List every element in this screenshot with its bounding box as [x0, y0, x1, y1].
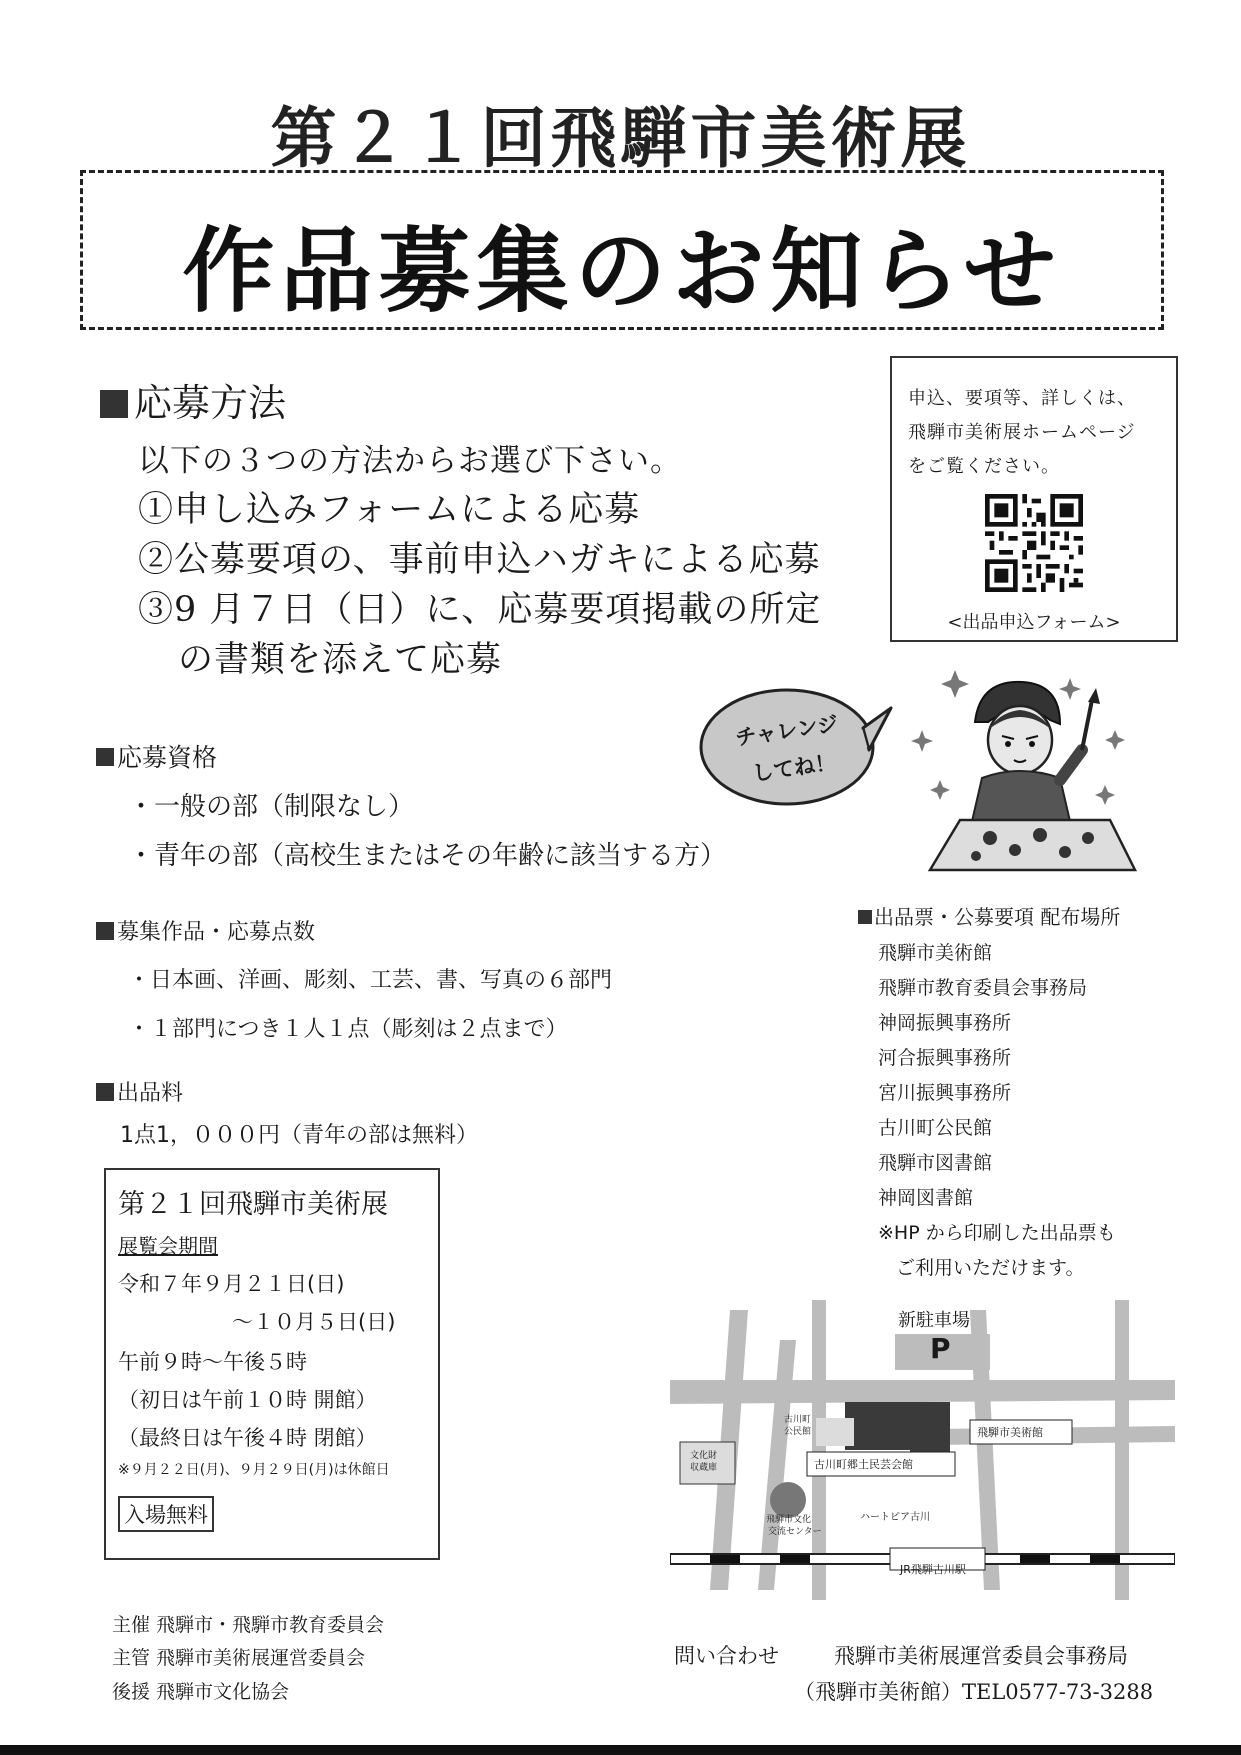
exhibition-date-end: ～１０月５日(日): [232, 1310, 396, 1334]
bullet-square-icon: [858, 910, 872, 924]
method-item-1: ①申し込みフォームによる応募: [138, 490, 641, 530]
inquiry-label: 問い合わせ: [674, 1644, 779, 1668]
method-heading-text: 応募方法: [134, 381, 287, 425]
distribution-place-5: 宮川振興事務所: [878, 1082, 1012, 1104]
distribution-place-8: 神岡図書館: [878, 1187, 974, 1209]
method-intro: 以下の３つの方法からお選び下さい。: [138, 443, 682, 479]
distribution-place-3: 神岡振興事務所: [878, 1012, 1012, 1034]
eligibility-item-2: ・青年の部（高校生またはその年齢に該当する方）: [128, 841, 727, 871]
distribution-place-6: 古川町公民館: [878, 1117, 993, 1139]
page-title: 第２１回飛騨市美術展: [270, 100, 971, 177]
distribution-note-1: ※HP から印刷した出品票も: [878, 1222, 1116, 1244]
bullet-square-icon: [96, 748, 114, 766]
eligibility-heading-text: 応募資格: [117, 743, 218, 772]
inquiry-office: 飛騨市美術展運営委員会事務局: [834, 1644, 1128, 1668]
map-community-label-1: 古川町: [784, 1415, 812, 1425]
exhibition-last-day: （最終日は午後４時 閉館）: [118, 1426, 377, 1450]
exhibition-first-day: （初日は午前１０時 開館）: [118, 1388, 377, 1412]
speech-bubble: [695, 680, 895, 815]
map-community-label-2: 公民館: [784, 1427, 812, 1437]
distribution-place-1: 飛騨市美術館: [878, 942, 993, 964]
qr-text-1: 申込、要項等、詳しくは、: [908, 388, 1136, 409]
eligibility-heading: [96, 738, 217, 774]
access-map: [670, 1300, 1175, 1600]
works-heading-text: 募集作品・応募点数: [117, 920, 316, 945]
map-heartpia-label: ハートピア古川: [860, 1512, 930, 1523]
qr-text-2: 飛騨市美術展ホームページ: [908, 422, 1136, 443]
bottom-scan-bar: [0, 1745, 1241, 1755]
map-bunkazai-label-1: 文化財: [690, 1451, 718, 1461]
footer-host: 主催 飛騨市・飛騨市教育委員会: [112, 1614, 385, 1636]
headline: 作品募集のお知らせ: [182, 218, 1062, 325]
artist-illustration: [910, 660, 1150, 880]
distribution-place-4: 河合振興事務所: [878, 1047, 1012, 1069]
map-folk-hall-label: 古川町郷土民芸会館: [814, 1458, 913, 1471]
exhibition-hours: 午前９時～午後５時: [118, 1350, 307, 1374]
distribution-heading: [858, 901, 1120, 930]
works-heading: [96, 915, 315, 946]
fee-heading-text: 出品料: [117, 1081, 184, 1106]
map-culture-label-2: 交流センター: [768, 1527, 822, 1537]
exhibition-title: 第２１回飛騨市美術展: [118, 1189, 388, 1220]
qr-text-3: をご覧ください。: [908, 456, 1060, 477]
method-item-3: ③9 月７日（日）に、応募要項掲載の所定: [138, 590, 822, 630]
method-heading: [100, 372, 286, 427]
map-museum-label: 飛騨市美術館: [977, 1426, 1043, 1439]
distribution-place-7: 飛騨市図書館: [878, 1152, 993, 1174]
admission-badge: 入場無料: [118, 1496, 214, 1532]
map-parking-label: 新駐車場: [898, 1310, 970, 1331]
speech-text-2: してね！: [750, 750, 838, 786]
distribution-heading-text: 出品票・公募要項 配布場所: [874, 905, 1121, 929]
map-bunkazai-label-2: 収蔵庫: [690, 1463, 718, 1473]
exhibition-date-start: 令和７年９月２１日(日): [118, 1272, 345, 1296]
works-item-2: ・１部門につき１人１点（彫刻は２点まで）: [128, 1017, 568, 1042]
inquiry-contact: （飛騨市美術館）TEL0577-73-3288: [794, 1680, 1154, 1704]
footer-support: 後援 飛騨市文化協会: [112, 1681, 290, 1703]
distribution-note-2: ご利用いただけます。: [896, 1257, 1085, 1279]
method-item-3-cont: の書類を添えて応募: [178, 640, 503, 680]
map-culture-label-1: 飛騨市文化: [766, 1515, 812, 1525]
bullet-square-icon: [96, 922, 114, 940]
distribution-place-2: 飛騨市教育委員会事務局: [878, 977, 1088, 999]
parking-icon: P: [930, 1332, 951, 1365]
eligibility-item-1: ・一般の部（制限なし）: [128, 792, 415, 822]
bullet-square-icon: [100, 390, 128, 418]
exhibition-period-label: 展覧会期間: [118, 1234, 218, 1258]
qr-caption: <出品申込フォーム>: [947, 612, 1121, 633]
method-item-2: ②公募要項の、事前申込ハガキによる応募: [138, 540, 821, 580]
map-station-label: JR飛騨古川駅: [900, 1563, 966, 1576]
footer-organizer: 主管 飛騨市美術展運営委員会: [112, 1647, 366, 1669]
exhibition-closed: ※９月２２日(月)、９月２９日(月)は休館日: [118, 1462, 390, 1478]
fee-heading: [96, 1076, 183, 1107]
bullet-square-icon: [96, 1083, 114, 1101]
speech-text-1: チャレンジ: [733, 711, 840, 751]
qr-code-icon[interactable]: [985, 494, 1083, 592]
works-item-1: ・日本画、洋画、彫刻、工芸、書、写真の６部門: [128, 968, 613, 993]
fee-text: 1点1，０００円（青年の部は無料）: [120, 1123, 478, 1148]
